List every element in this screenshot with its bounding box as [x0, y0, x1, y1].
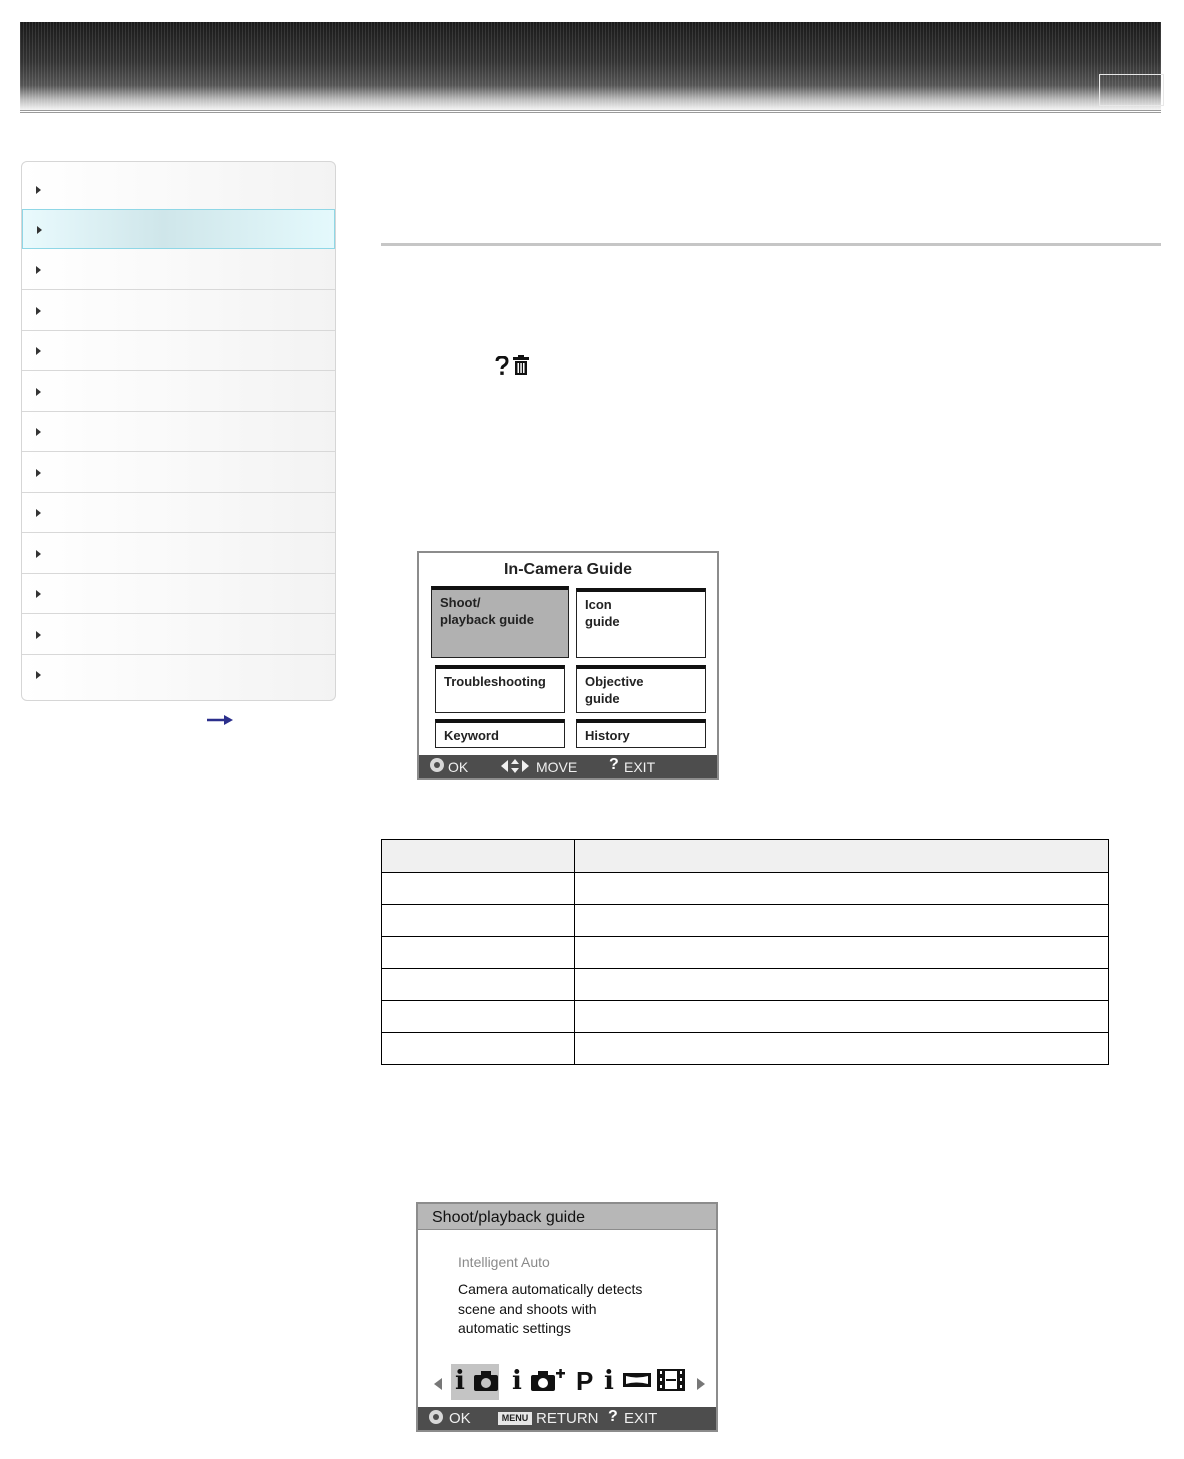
tile-history[interactable]: History [576, 719, 706, 748]
triangle-left-icon[interactable] [434, 1378, 442, 1390]
table-cell [382, 937, 575, 969]
guide-table [381, 839, 1109, 1065]
return-label: RETURN [536, 1410, 599, 1427]
sidebar-item-5[interactable] [22, 331, 335, 371]
control-bar [419, 755, 717, 778]
triangle-right-icon [36, 631, 41, 639]
table-header-cell [575, 840, 1109, 873]
triangle-right-icon [36, 347, 41, 355]
screen-title: In-Camera Guide [503, 561, 633, 578]
table-cell [575, 1001, 1109, 1033]
tile-objective-guide[interactable]: Objective guide [576, 665, 706, 713]
triangle-right-icon [36, 590, 41, 598]
exit-label: EXIT [624, 1410, 658, 1427]
triangle-right-icon[interactable] [697, 1378, 705, 1390]
header-banner [20, 22, 1161, 111]
table-row [382, 937, 1109, 969]
triangle-right-icon [36, 550, 41, 558]
sidebar-item-3[interactable] [22, 250, 335, 290]
movie-mode-icon[interactable] [657, 1366, 685, 1396]
move-label: MOVE [536, 759, 578, 775]
panorama-mode-icon[interactable] [604, 1366, 651, 1396]
triangle-right-icon [36, 469, 41, 477]
table-row [382, 1001, 1109, 1033]
sidebar-item-7[interactable] [22, 412, 335, 452]
table-cell [382, 873, 575, 905]
mode-letter: i [455, 1366, 465, 1396]
program-mode-icon[interactable]: P [576, 1366, 594, 1396]
ok-label: OK [449, 1410, 471, 1427]
control-pad-icon [429, 1410, 443, 1424]
mode-letter: i [604, 1366, 614, 1396]
table-cell [575, 905, 1109, 937]
help-icon [495, 356, 509, 376]
table-row [382, 1033, 1109, 1065]
triangle-right-icon [36, 428, 41, 436]
sidebar-item-2[interactable] [22, 209, 335, 249]
table-cell [575, 969, 1109, 1001]
table-cell [382, 1033, 575, 1065]
sidebar-item-13[interactable] [22, 655, 335, 695]
table-row [382, 873, 1109, 905]
sidebar-item-1[interactable] [22, 170, 335, 210]
sidebar-nav [21, 161, 336, 701]
camera-plus-icon [531, 1369, 567, 1391]
ok-label: OK [448, 759, 469, 775]
sidebar-item-12[interactable] [22, 615, 335, 655]
sidebar-item-6[interactable] [22, 372, 335, 412]
intelligent-auto-icon[interactable] [455, 1366, 498, 1396]
table-row [382, 905, 1109, 937]
mode-letter: i [512, 1366, 522, 1396]
sidebar-item-10[interactable] [22, 534, 335, 574]
table-cell [575, 873, 1109, 905]
table-cell [575, 937, 1109, 969]
sidebar-item-8[interactable] [22, 453, 335, 493]
triangle-right-icon [36, 671, 41, 679]
table-cell [382, 1001, 575, 1033]
triangle-right-icon [36, 266, 41, 274]
screen-title: Shoot/playback guide [432, 1209, 585, 1226]
exit-label: EXIT [624, 759, 656, 775]
triangle-right-icon [36, 509, 41, 517]
camera-icon [474, 1371, 498, 1391]
triangle-right-icon [37, 226, 42, 234]
title-divider [381, 243, 1161, 246]
arrow-right-icon[interactable] [206, 713, 234, 727]
table-header-row [382, 840, 1109, 873]
panorama-icon [623, 1372, 651, 1388]
triangle-right-icon [36, 388, 41, 396]
mode-description: Camera automatically detects scene and shoots with automatic settings [458, 1281, 643, 1336]
mode-selector[interactable] [418, 1364, 716, 1400]
table-cell [382, 905, 575, 937]
film-icon [657, 1369, 685, 1391]
table-row [382, 969, 1109, 1001]
tile-keyword[interactable]: Keyword [435, 719, 565, 748]
header-rule [20, 112, 1161, 113]
left-right-arrows-icon [501, 759, 529, 773]
table-cell [575, 1033, 1109, 1065]
trash-icon [512, 355, 530, 376]
help-icon: ? [609, 756, 619, 773]
tile-shoot-playback-guide[interactable]: Shoot/ playback guide [431, 586, 569, 658]
sidebar-item-11[interactable] [22, 574, 335, 614]
triangle-right-icon [36, 186, 41, 194]
sidebar-item-4[interactable] [22, 291, 335, 331]
control-pad-icon [430, 758, 444, 772]
in-camera-guide-screen [417, 551, 719, 780]
menu-button-icon: MENU [498, 1412, 532, 1425]
header-button[interactable] [1099, 74, 1164, 106]
superior-auto-icon[interactable] [512, 1366, 567, 1396]
sidebar-item-9[interactable] [22, 493, 335, 533]
mode-name: Intelligent Auto [458, 1254, 550, 1270]
triangle-right-icon [36, 307, 41, 315]
screen-header [418, 1204, 716, 1230]
table-header-cell [382, 840, 575, 873]
table-cell [382, 969, 575, 1001]
shoot-playback-guide-screen [416, 1202, 718, 1432]
control-bar [418, 1407, 716, 1430]
tile-icon-guide[interactable]: Icon guide [576, 588, 706, 658]
tile-troubleshooting[interactable]: Troubleshooting [435, 665, 565, 713]
help-icon: ? [608, 1408, 618, 1425]
